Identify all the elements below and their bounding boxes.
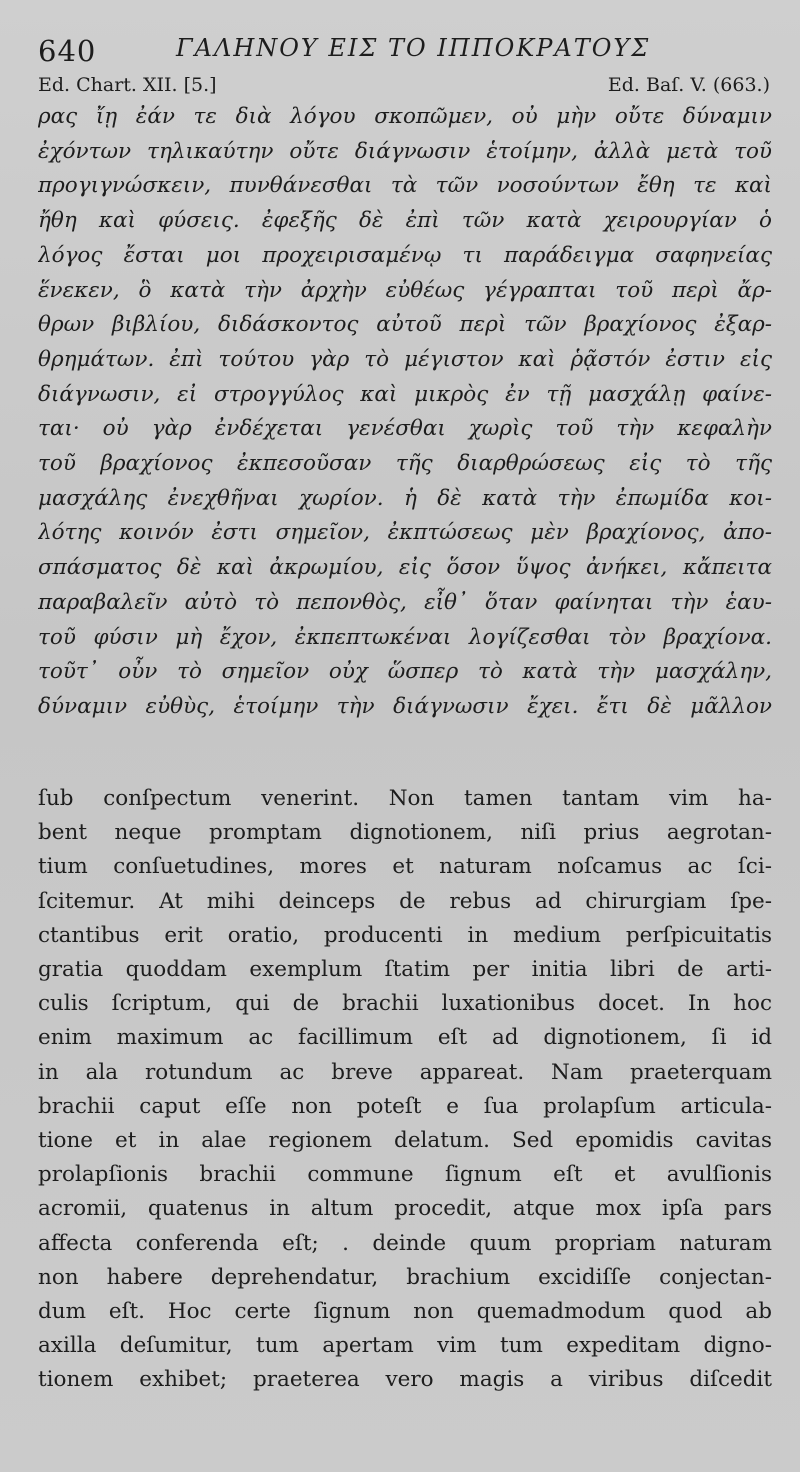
latin-text-line: ſub conſpectum venerint. Non tamen tantam vim ha- [38,786,772,811]
greek-text-line: τοῦ φύσιν μὴ ἔχον, ἐκπεπτωκέναι λογίζεσθαι τὸν βραχίονα. [38,624,772,650]
latin-text-line: ctantibus erit oratio, producenti in medium perſpicuitatis [38,922,772,948]
latin-text-line: culis ſcriptum, qui de brachii luxationibus docet. In hoc [38,991,772,1017]
greek-text-line: τοῦ βραχίονος ἐκπεσοῦσαν τῆς διαρθρώσεως εἰς τὸ τῆς [38,451,772,477]
greek-text-line: προγιγνώσκειν, πυνθάνεσθαι τὰ τῶν νοσούντων ἔθη τε καὶ [38,173,772,199]
latin-text-line: in ala rotundum ac breve appareat. Nam praeterquam [38,1059,772,1085]
greek-text-line: ἕνεκεν, ὃ κατὰ τὴν ἀρχὴν εὐθέως γέγραπται τοῦ περὶ ἄρ- [38,277,772,303]
edition-chartier-reference: Ed. Chart. XII. [5.] [38,74,217,96]
latin-text-line: gratia quoddam exemplum ſtatim per initia libri de arti- [38,957,772,983]
edition-basel-reference: Ed. Baſ. V. (663.) [607,74,770,96]
page-header [38,30,778,70]
latin-text-line: brachii caput eſſe non poteſt e ſua prolapſum articula- [38,1093,772,1119]
latin-text-line: enim maximum ac facillimum eſt ad dignotionem, ſi id [38,1025,772,1051]
latin-text-line: tionem exhibet; praeterea vero magis a viribus diſcedit [38,1367,772,1393]
latin-text-line: acromii, quatenus in altum procedit, atque mox ipſa pars [38,1196,772,1222]
latin-text-line: dum eſt. Hoc certe ſignum non quemadmodum quod ab [38,1299,772,1325]
latin-text-line: axilla deſumitur, tum apertam vim tum expeditam digno- [38,1333,772,1359]
greek-text-line: δύναμιν εὐθὺς, ἑτοίμην τὴν διάγνωσιν ἔχει. ἔτι δὲ μᾶλλον [38,693,772,719]
running-title: ΓΑΛΗΝΟΥ ΕΙΣ ΤΟ ΙΠΠΟΚΡΑΤΟΥΣ [176,34,651,62]
greek-text-line: θρημάτων. ἐπὶ τούτου γὰρ τὸ μέγιστον καὶ ῥᾷστόν ἐστιν εἰς [38,346,772,372]
latin-text-line: bent neque promptam dignotionem, niſi prius aegrotan- [38,820,772,846]
greek-text-line: σπάσματος δὲ καὶ ἀκρωμίου, εἰς ὅσον ὕψος ἀνήκει, κἄπειτα [38,555,772,581]
greek-text-line: παραβαλεῖν αὐτὸ τὸ πεπονθὸς, εἶθ᾽ ὅταν φαίνηται τὴν ἑαυ- [38,589,772,615]
greek-text-line: ἤθη καὶ φύσεις. ἐφεξῆς δὲ ἐπὶ τῶν κατὰ χειρουργίαν ὁ [38,208,772,234]
greek-text-line: θρων βιβλίου, διδάσκοντος αὐτοῦ περὶ τῶν βραχίονος ἐξαρ- [38,312,772,338]
latin-text-line: ſcitemur. At mihi deinceps de rebus ad chirurgiam ſpe- [38,888,772,914]
latin-text-line: prolapſionis brachii commune ſignum eſt et avulſionis [38,1162,772,1188]
latin-text-line: tione et in alae regionem delatum. Sed epomidis cavitas [38,1128,772,1154]
latin-text-line: non habere deprehendatur, brachium excidiſſe conjectan- [38,1264,772,1290]
greek-text-line: μασχάλης ἐνεχθῆναι χωρίον. ἡ δὲ κατὰ τὴν ἐπωμίδα κοι- [38,485,772,511]
greek-text-line: ρας ἴῃ ἐάν τε διὰ λόγου σκοπῶμεν, οὐ μὴν οὔτε δύναμιν [38,104,772,129]
greek-text-line: λόγος ἔσται μοι προχειρισαμένῳ τι παράδειγμα σαφηνείας [38,242,772,268]
page-number: 640 [38,34,97,68]
latin-text-column [38,782,772,1398]
greek-text-line: λότης κοινόν ἐστι σημεῖον, ἐκπτώσεως μὲν βραχίονος, ἀπο- [38,520,772,546]
greek-text-column [38,100,772,725]
greek-text-line: διάγνωσιν, εἰ στρογγύλος καὶ μικρὸς ἐν τῇ μασχάλῃ φαίνε- [38,381,772,407]
greek-text-line: ἐχόντων τηλικαύτην οὔτε διάγνωσιν ἑτοίμην, ἀλλὰ μετὰ τοῦ [38,138,772,164]
latin-text-line: affecta conferenda eſt; . deinde quum propriam naturam [38,1230,772,1256]
latin-text-line: tium conſuetudines, mores et naturam noſcamus ac ſci- [38,854,772,880]
greek-text-line: τοῦτ᾽ οὖν τὸ σημεῖον οὐχ ὥσπερ τὸ κατὰ τὴν μασχάλην, [38,659,772,685]
greek-text-line: ται· οὐ γὰρ ἐνδέχεται γενέσθαι χωρὶς τοῦ τὴν κεφαλὴν [38,416,772,442]
